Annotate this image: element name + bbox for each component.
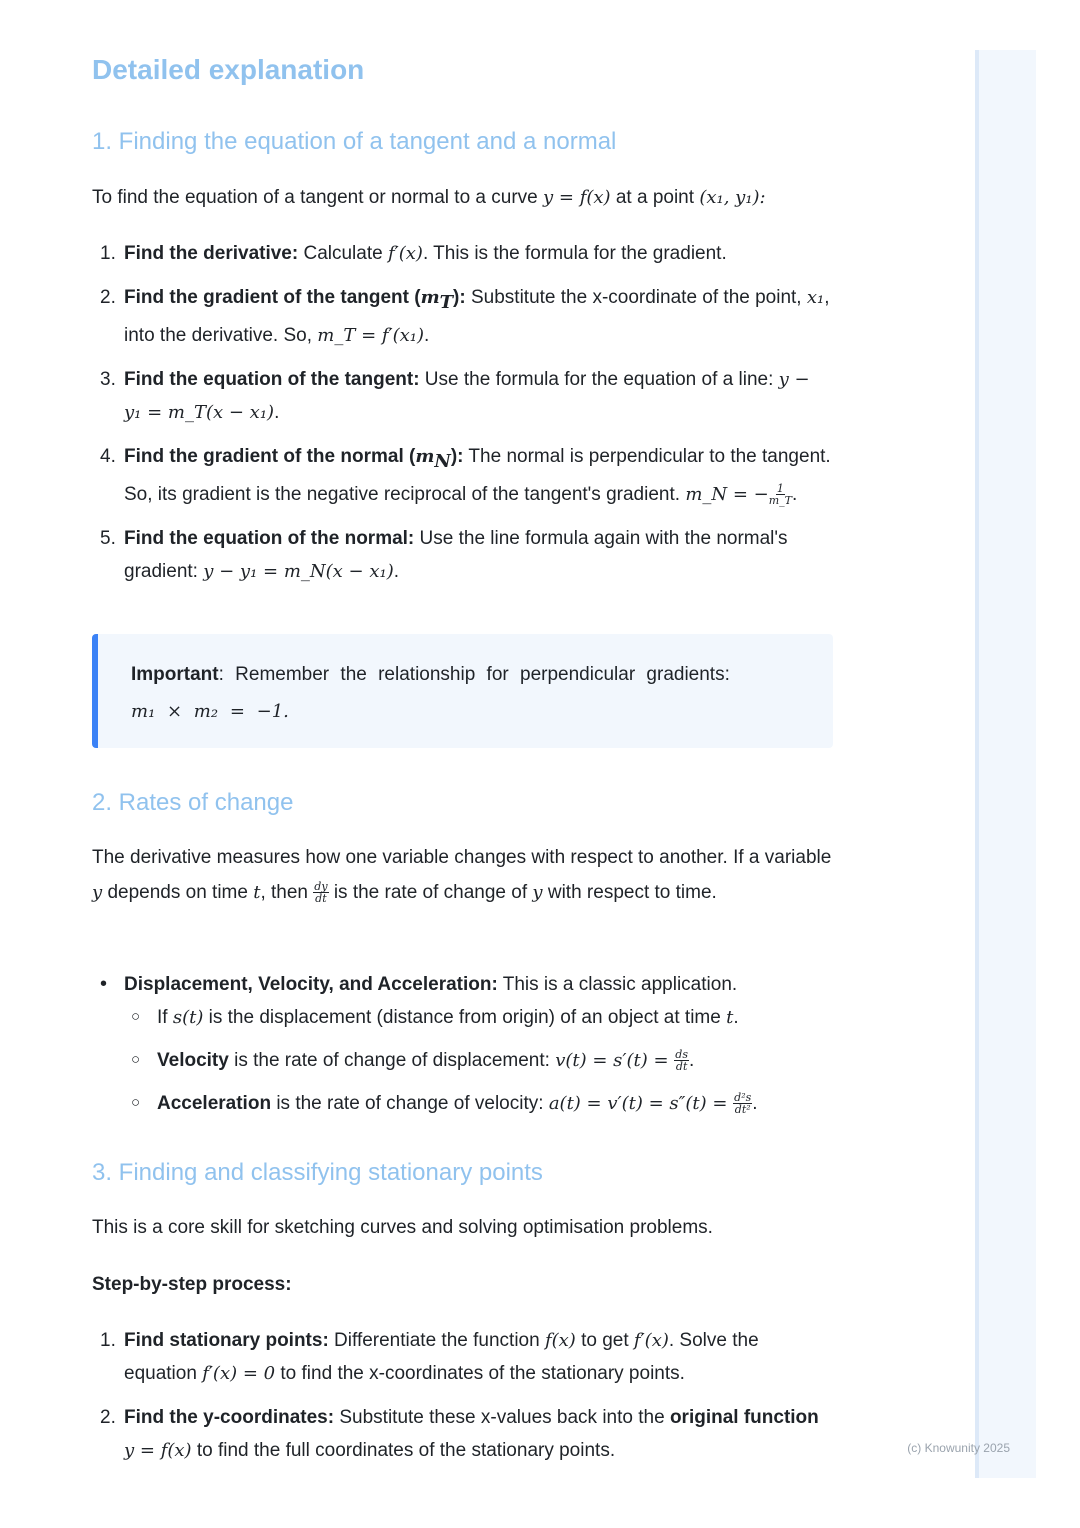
copyright-footer: (c) Knowunity 2025 [907, 1441, 1010, 1455]
sub-list-item: ○ Acceleration is the rate of change of velocity: a(t) = v′(t) = s″(t) = $\frac{\text{d²s}}{\text{dt²}}$ . [131, 1091, 758, 1117]
sub-list-item: ○ Velocity is the rate of change of displacement: v(t) = s′(t) = $\frac{ds}{dt}$ . [131, 1048, 695, 1074]
step-item: 3. Find the equation of the tangent: Use the formula for the equation of a line: y − y₁ = m_T(x − x₁). [100, 368, 810, 423]
important-callout [92, 634, 833, 748]
callout-text: Important: Remember the relationship for perpendicular gradients: m₁ × m₂ = −1. [131, 664, 730, 722]
sub-bullets [124, 1001, 832, 1120]
section2-paragraph: The derivative measures how one variable changes with respect to another. If a variable y depends on time t, then $\frac{dy}{dt}$ is the rate of change of y with respect to time. [92, 847, 832, 906]
step-item: 2. Find the gradient of the tangent $(m_T)$: Substitute the x-coordinate of the point, x₁, into the derivative. So, m_T = f′(x₁). [100, 287, 830, 346]
sub-list-item: ○ If s(t) is the displacement (distance from origin) of an object at time t. [131, 1007, 739, 1028]
section1-intro: To find the equation of a tangent or normal to a curve y = f(x) at a point (x₁, y₁): [92, 187, 766, 208]
list-item: • Displacement, Velocity, and Acceleration: This is a classic application. ○ If s(t) is the displacement (distance from origin) of an object at time t. ○ Velocity is the rate of change of displacement: v(t) = s′(t) = $\frac{ds}{dt}$ . ○ Acceleration is the rate of change of velocity: a(t) = v′(t) = s″(t) = $\frac{\text{d²s}}{\text{dt²}}$ . [92, 968, 832, 1120]
section2-bullets [92, 968, 832, 1120]
section3-steps [92, 1324, 832, 1467]
page-title: Detailed explanation [92, 54, 365, 85]
section1-steps [92, 237, 832, 588]
section3-heading: 3. Finding and classifying stationary points [92, 1159, 543, 1186]
step-item: 4. Find the gradient of the normal $(m_N)$: The normal is perpendicular to the tangent. So, its gradient is the negative reciprocal of the tangent's gradient. m_N = − $\frac{1}{m\_T}$ . [100, 445, 831, 508]
section3-intro: This is a core skill for sketching curves and solving optimisation problems. [92, 1217, 713, 1238]
section1-heading: 1. Finding the equation of a tangent and a normal [92, 128, 617, 155]
section2-heading: 2. Rates of change [92, 789, 294, 816]
section3-subheading: Step-by-step process: [92, 1274, 292, 1295]
step-item: 1. Find the derivative: Calculate f′(x). This is the formula for the gradient. [100, 243, 727, 264]
step-item: 2. Find the y-coordinates: Substitute these x-values back into the original function y = f(x) to find the full coordinates of the stationary points. [100, 1407, 819, 1461]
step-item: 1. Find stationary points: Differentiate the function f(x) to get f′(x). Solve the equation f′(x) = 0 to find the x-coordinates of the stationary points. [100, 1330, 759, 1384]
right-sidebar [975, 50, 1036, 1478]
step-item: 5. Find the equation of the normal: Use the line formula again with the normal's gradient: y − y₁ = m_N(x − x₁). [100, 527, 788, 582]
